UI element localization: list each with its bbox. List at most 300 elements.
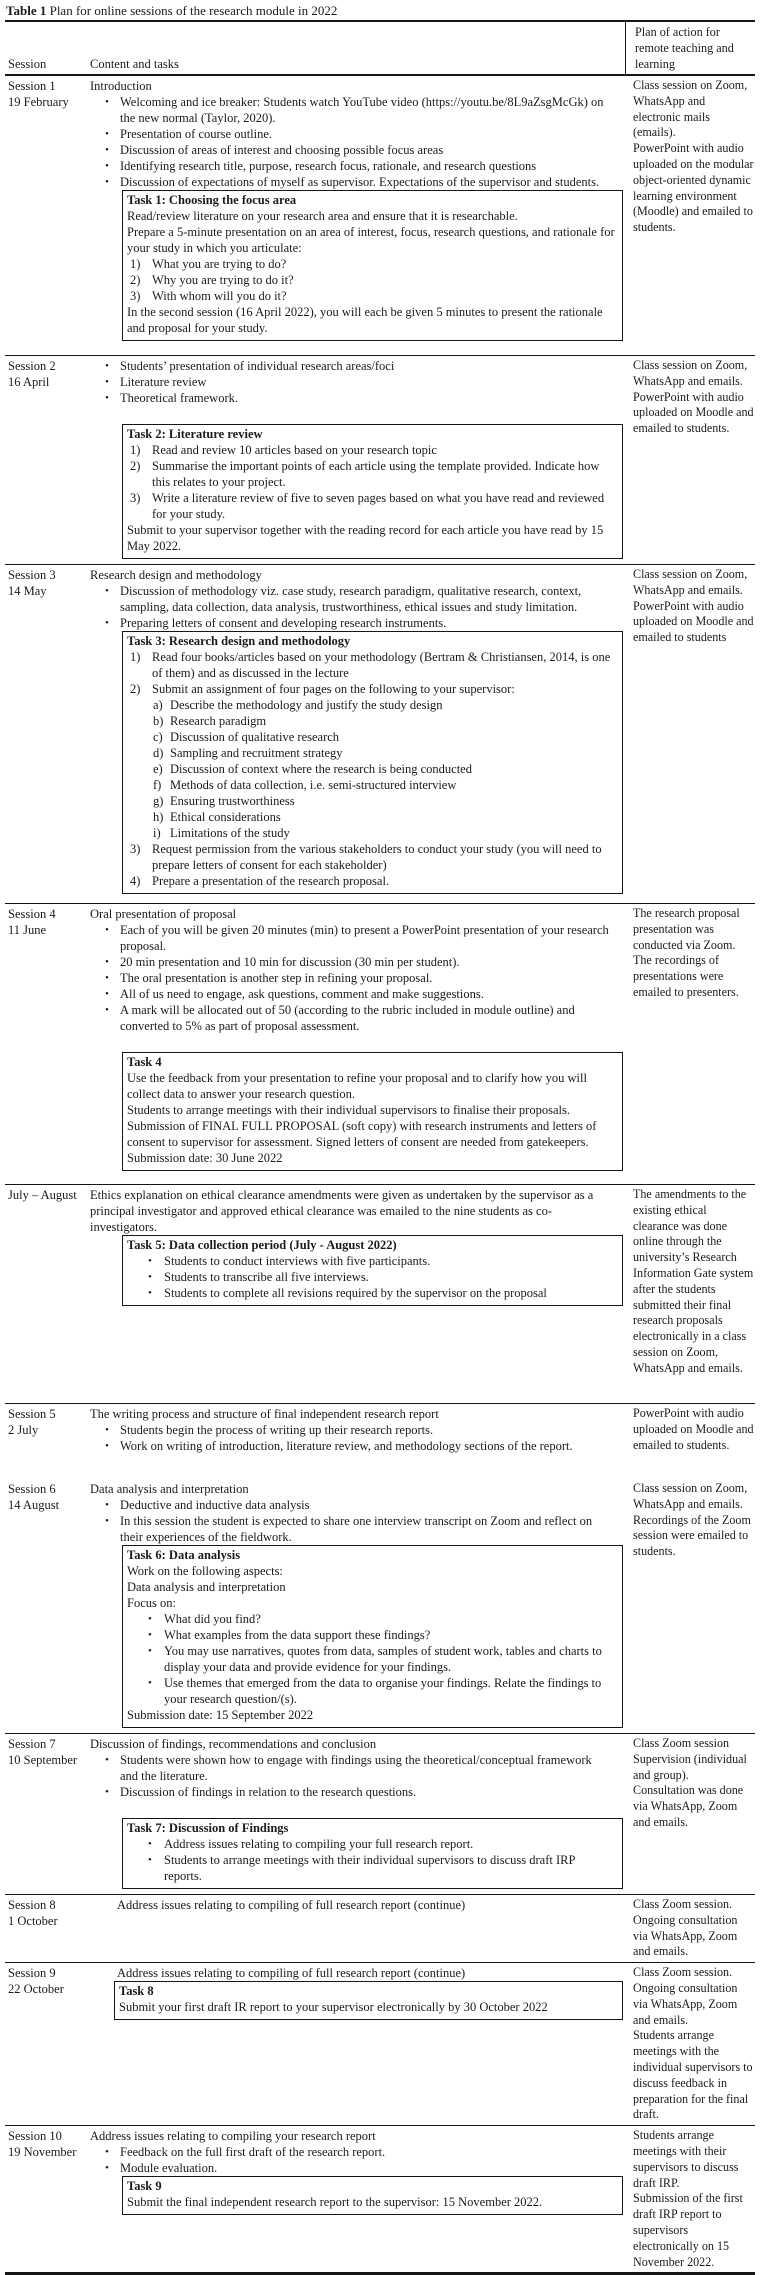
bullet-text: Students to complete all revisions required by the supervisor on the proposal	[164, 1286, 547, 1300]
session-cell	[5, 565, 85, 903]
task-box	[122, 424, 623, 559]
plan-para: Ongoing consultation via WhatsApp, Zoom and emails.	[633, 1980, 738, 2027]
bullet-icon: •	[105, 392, 109, 404]
bullet-text: Students were shown how to engage with findings using the theoretical/conceptual framework and the literature.	[120, 1753, 592, 1783]
numbered-item	[127, 272, 617, 288]
bullet-item	[90, 970, 625, 986]
bullet-list	[90, 922, 625, 1034]
plan-para: Recordings of the Zoom session were emailed to students.	[633, 1512, 751, 1559]
number-label: 1)	[130, 257, 141, 271]
number-label: 3)	[130, 289, 141, 303]
numbered-list	[127, 442, 617, 522]
task-title: Task 2: Literature review	[127, 427, 263, 441]
letter-label: d)	[153, 746, 164, 760]
task-title: Task 4	[127, 1055, 162, 1069]
column-header-plan	[625, 22, 755, 74]
number-label: 3)	[130, 842, 141, 856]
plan-para: PowerPoint with audio uploaded on the modular object-oriented dynamic learning environment (Moodle) and emailed to students.	[633, 141, 754, 235]
plan-cell	[625, 1404, 755, 1479]
letter-label: a)	[153, 698, 163, 712]
content-cell	[85, 1404, 625, 1479]
letter-item	[153, 697, 617, 713]
bullet-item	[90, 174, 625, 190]
bullet-item	[90, 158, 625, 174]
content-cell	[85, 904, 625, 1184]
session-label: July – August	[8, 1188, 77, 1202]
session-label: Session 4	[8, 907, 56, 921]
plan-cell	[625, 76, 755, 355]
session-cell	[5, 76, 85, 355]
letter-text: Ethical considerations	[170, 810, 281, 824]
bullet-icon: •	[105, 128, 109, 140]
bullet-item	[127, 1285, 617, 1301]
bullet-text: Theoretical framework.	[120, 391, 238, 405]
plan-cell	[625, 1963, 755, 2125]
bullet-text: Each of you will be given 20 minutes (min) to present a PowerPoint presentation of your research proposal.	[120, 923, 609, 953]
letter-item	[153, 729, 617, 745]
table-caption-number: Table 1	[6, 3, 47, 18]
numbered-item	[127, 873, 617, 889]
numbered-text: With whom will you do it?	[152, 289, 287, 303]
session-label: Session 10	[8, 2129, 62, 2144]
bullet-text: Module evaluation.	[120, 2161, 218, 2176]
bullet-icon: •	[105, 1515, 109, 1527]
session-date: 2 July	[8, 1423, 39, 1437]
task-title: Task 3: Research design and methodology	[127, 634, 351, 648]
bullet-text: Students to transcribe all five interviews.	[164, 1270, 369, 1284]
content-para: Submit the final independent research report to the supervisor: 15 November 2022.	[127, 2195, 543, 2210]
content-cell	[85, 1734, 625, 1894]
column-header-session-label: Session	[8, 57, 47, 71]
task-box	[122, 190, 623, 341]
bullet-item	[90, 1513, 625, 1545]
plan-para: Class session on Zoom, WhatsApp and emails.	[633, 567, 748, 597]
bullet-icon: •	[105, 1004, 109, 1016]
table-caption-text: Plan for online sessions of the research module in 2022	[46, 3, 338, 18]
session-label: Session 2	[8, 359, 56, 373]
content-para: Submission of FINAL FULL PROPOSAL (soft copy) with research instruments and letters of consent to supervisor for assessment. Signed letters of consent are needed from gatekeepers. Submission date: 30 June 2022	[127, 1119, 597, 1165]
task-title: Task 1: Choosing the focus area	[127, 193, 297, 207]
table-row	[5, 2125, 755, 2272]
bullet-icon: •	[105, 617, 109, 629]
content-cell	[85, 76, 625, 355]
letter-item	[153, 793, 617, 809]
plan-cell	[625, 1185, 755, 1403]
bullet-icon: •	[148, 1854, 152, 1866]
column-header-plan-label: Plan of action for remote teaching and learning	[635, 25, 734, 71]
task-box	[114, 1981, 623, 2020]
content-para: Read/review literature on your research area and ensure that it is researchable.	[127, 209, 518, 223]
letter-text: Sampling and recruitment strategy	[170, 746, 343, 760]
bullet-item	[90, 1438, 625, 1454]
bullet-item	[90, 922, 625, 954]
bullet-list	[127, 1253, 617, 1301]
number-label: 2)	[130, 682, 141, 696]
numbered-list	[127, 649, 617, 889]
plan-para: The research proposal presentation was conducted via Zoom. The recordings of presentations were emailed to presenters.	[633, 906, 740, 999]
bullet-list	[90, 358, 625, 406]
session-cell	[5, 1895, 85, 1962]
bullet-item	[90, 986, 625, 1002]
bullet-item	[90, 615, 625, 631]
content-para: Focus on:	[127, 1596, 176, 1610]
session-date: 16 April	[8, 375, 50, 389]
content-para: Address issues relating to compiling of full research report (continue)	[117, 1898, 466, 1912]
letter-text: Describe the methodology and justify the study design	[170, 698, 443, 712]
bullet-icon: •	[105, 160, 109, 172]
content-cell	[85, 1185, 625, 1403]
bullet-item	[90, 1497, 625, 1513]
task-title: Task 7: Discussion of Findings	[127, 1821, 289, 1835]
bullet-text: You may use narratives, quotes from data, samples of student work, tables and charts to display your data and provide evidence for your findings.	[164, 1644, 602, 1674]
bullet-icon: •	[148, 1613, 152, 1625]
numbered-item	[127, 841, 617, 873]
table-caption	[5, 2, 755, 20]
session-label: Session 1	[8, 79, 56, 93]
bullet-text: Preparing letters of consent and developing research instruments.	[120, 616, 447, 630]
bullet-item	[127, 1643, 617, 1675]
session-date: 14 May	[8, 584, 47, 598]
plan-cell	[625, 2126, 755, 2272]
content-para: Submission date: 15 September 2022	[127, 1708, 314, 1722]
bullet-item	[127, 1627, 617, 1643]
numbered-item	[127, 458, 617, 490]
letter-label: h)	[153, 810, 164, 824]
table-row	[5, 1184, 755, 1403]
session-cell	[5, 2126, 85, 2272]
content-cell	[85, 356, 625, 564]
bullet-icon: •	[105, 585, 109, 597]
column-header-session	[5, 22, 85, 74]
content-para: In the second session (16 April 2022), you will each be given 5 minutes to present the rationale and proposal for your study.	[127, 305, 603, 335]
number-label: 1)	[130, 650, 141, 664]
bullet-item	[90, 954, 625, 970]
letter-item	[153, 713, 617, 729]
bullet-item	[127, 1611, 617, 1627]
numbered-item	[127, 490, 617, 522]
bullet-text: Students begin the process of writing up their research reports.	[120, 1423, 434, 1437]
content-cell	[85, 1479, 625, 1733]
numbered-item	[127, 442, 617, 458]
bullet-item	[90, 126, 625, 142]
bullet-item	[127, 1836, 617, 1852]
task-box	[122, 1052, 623, 1171]
plan-para: Class Zoom session	[633, 1736, 730, 1750]
letter-item	[153, 745, 617, 761]
numbered-list	[127, 256, 617, 304]
number-label: 4)	[130, 874, 141, 888]
bullet-icon: •	[105, 96, 109, 108]
table-body	[5, 76, 755, 2272]
bullet-icon: •	[105, 1754, 109, 1766]
plan-para: Class Zoom session.	[633, 1965, 733, 1980]
bullet-item	[90, 142, 625, 158]
plan-cell	[625, 1895, 755, 1962]
content-para: Work on the following aspects:	[127, 1564, 283, 1578]
bullet-item	[90, 94, 625, 126]
content-para: Data analysis and interpretation	[90, 1482, 249, 1496]
content-para: The writing process and structure of final independent research report	[90, 1407, 439, 1421]
numbered-item	[127, 288, 617, 304]
bullet-icon: •	[148, 1629, 152, 1641]
bullet-text: Identifying research title, purpose, research focus, rationale, and research questions	[120, 159, 537, 173]
plan-cell	[625, 356, 755, 564]
content-cell	[85, 1895, 625, 1962]
bullet-text: What examples from the data support these findings?	[164, 1628, 431, 1642]
bullet-text: 20 min presentation and 10 min for discussion (30 min per student).	[120, 955, 460, 969]
column-header-content-label: Content and tasks	[90, 57, 179, 71]
task-box	[122, 1818, 623, 1889]
content-para: Introduction	[90, 79, 152, 93]
bullet-item	[90, 1784, 625, 1800]
bullet-text: Discussion of expectations of myself as supervisor. Expectations of the supervisor and students.	[120, 175, 600, 189]
table-row	[5, 1733, 755, 1894]
sessions-table	[5, 20, 755, 2275]
bullet-item	[127, 1269, 617, 1285]
bullet-list	[90, 94, 625, 190]
plan-para: Class session on Zoom, WhatsApp and emails.	[633, 358, 748, 388]
bullet-icon: •	[105, 144, 109, 156]
bullet-icon: •	[105, 176, 109, 188]
session-label: Session 9	[8, 1966, 56, 1981]
bullet-text: The oral presentation is another step in refining your proposal.	[120, 971, 433, 985]
plan-para: Class session on Zoom, WhatsApp and emails.	[633, 1481, 748, 1511]
content-para: Submit your first draft IR report to your supervisor electronically by 30 October 2022	[119, 2000, 548, 2015]
number-label: 1)	[130, 443, 141, 457]
session-label: Session 3	[8, 568, 56, 582]
bullet-text: Students to conduct interviews with five participants.	[164, 1254, 431, 1268]
content-para: Data analysis and interpretation	[127, 1580, 286, 1594]
content-para: Prepare a 5-minute presentation on an area of interest, focus, research questions, and rationale for your study in which you articulate:	[127, 225, 615, 255]
plan-para: Students arrange meetings with their supervisors to discuss draft IRP.	[633, 2128, 739, 2190]
bullet-icon: •	[105, 360, 109, 372]
bullet-text: In this session the student is expected to share one interview transcript on Zoom and reflect on their experiences of the fieldwork.	[120, 1514, 593, 1544]
session-date: 22 October	[8, 1982, 64, 1997]
bullet-icon: •	[105, 924, 109, 936]
bullet-text: All of us need to engage, ask questions, comment and make suggestions.	[120, 987, 484, 1001]
plan-cell	[625, 904, 755, 1184]
bullet-list	[90, 2144, 625, 2176]
table-row	[5, 1479, 755, 1733]
bullet-text: Deductive and inductive data analysis	[120, 1498, 310, 1512]
bullet-list	[127, 1836, 617, 1884]
content-cell	[85, 565, 625, 903]
task-title: Task 8	[119, 1984, 154, 1999]
numbered-text: Read and review 10 articles based on your research topic	[152, 443, 437, 457]
bullet-icon: •	[105, 1499, 109, 1511]
bullet-item	[90, 2160, 625, 2176]
bullet-text: Students to arrange meetings with their individual supervisors to discuss draft IRP reports.	[164, 1853, 575, 1883]
session-cell	[5, 1404, 85, 1479]
session-cell	[5, 1185, 85, 1403]
numbered-text: Prepare a presentation of the research proposal.	[152, 874, 390, 888]
content-para: Address issues relating to compiling of full research report (continue)	[117, 1966, 466, 1981]
task-box	[122, 1545, 623, 1728]
bullet-icon: •	[105, 376, 109, 388]
session-cell	[5, 356, 85, 564]
task-box	[122, 2176, 623, 2215]
numbered-item	[127, 681, 617, 697]
table-row	[5, 903, 755, 1184]
bullet-text: Students’ presentation of individual research areas/foci	[120, 359, 395, 373]
content-para: Address issues relating to compiling your research report	[90, 2129, 376, 2144]
column-header-content	[85, 22, 625, 74]
bullet-icon: •	[148, 1645, 152, 1657]
session-label: Session 5	[8, 1407, 56, 1421]
letter-label: e)	[153, 762, 163, 776]
bullet-list	[90, 1422, 625, 1454]
bullet-item	[90, 2144, 625, 2160]
plan-para: Class Zoom session.	[633, 1897, 733, 1911]
bullet-icon: •	[105, 956, 109, 968]
numbered-text: Summarise the important points of each article using the template provided. Indicate how this relates to your project.	[152, 459, 600, 489]
number-label: 2)	[130, 459, 141, 473]
session-date: 11 June	[8, 923, 47, 937]
numbered-text: Read four books/articles based on your methodology (Bertram & Christiansen, 2014, is one of them) and as discussed in the lecture	[152, 650, 611, 680]
bullet-text: Presentation of course outline.	[120, 127, 273, 141]
bullet-text: Address issues relating to compiling your full research report.	[164, 1837, 474, 1851]
numbered-text: Request permission from the various stakeholders to conduct your study (you will need to prepare letters of consent for each stakeholder)	[152, 842, 602, 872]
bullet-text: Welcoming and ice breaker: Students watch YouTube video (https://youtu.be/8L9aZsgMcGk) on the new normal (Taylor, 2020).	[120, 95, 604, 125]
content-para: Ethics explanation on ethical clearance amendments were given as undertaken by the supervisor as a principal investigator and approved ethical clearance was emailed to the nine students as co-investigators.	[90, 1188, 594, 1234]
letter-text: Limitations of the study	[170, 826, 290, 840]
plan-para: Submission of the first draft IRP report to supervisors electronically on 15 November 2022.	[633, 2191, 743, 2269]
spacer	[90, 406, 625, 424]
bullet-text: What did you find?	[164, 1612, 261, 1626]
content-para: Use the feedback from your presentation to refine your proposal and to clarify how you will collect data to answer your research question.	[127, 1071, 587, 1101]
bullet-text: Use themes that emerged from the data to organise your findings. Relate the findings to your research question/(s).	[164, 1676, 602, 1706]
bullet-icon: •	[105, 988, 109, 1000]
bullet-icon: •	[105, 1424, 109, 1436]
bullet-text: A mark will be allocated out of 50 (according to the rubric included in module outline) and converted to 5% as part of proposal assessment.	[120, 1003, 575, 1033]
letter-list	[153, 697, 617, 841]
bullet-item	[90, 390, 625, 406]
letter-label: c)	[153, 730, 163, 744]
letter-item	[153, 809, 617, 825]
session-date: 19 February	[8, 95, 69, 109]
task-title: Task 6: Data analysis	[127, 1548, 241, 1562]
bullet-item	[127, 1253, 617, 1269]
bullet-list	[90, 1497, 625, 1545]
table-row	[5, 1894, 755, 1962]
content-para: Discussion of findings, recommendations and conclusion	[90, 1737, 377, 1751]
session-date: 14 August	[8, 1498, 60, 1512]
numbered-text: Why you are trying to do it?	[152, 273, 294, 287]
content-cell	[85, 1963, 625, 2125]
session-cell	[5, 904, 85, 1184]
letter-label: i)	[153, 826, 161, 840]
number-label: 2)	[130, 273, 141, 287]
bullet-icon: •	[148, 1271, 152, 1283]
numbered-text: Write a literature review of five to seven pages based on what you have read and reviewed for your study.	[152, 491, 605, 521]
plan-para: Supervision (individual and group).	[633, 1751, 747, 1782]
bullet-icon: •	[105, 972, 109, 984]
bullet-list	[90, 583, 625, 631]
letter-text: Discussion of qualitative research	[170, 730, 340, 744]
letter-item	[153, 825, 617, 841]
content-para: Students to arrange meetings with their individual supervisors to finalise their proposals.	[127, 1103, 570, 1117]
table-header-row	[5, 22, 755, 76]
bullet-text: Discussion of areas of interest and choosing possible focus areas	[120, 143, 444, 157]
letter-text: Research paradigm	[170, 714, 267, 728]
session-date: 10 September	[8, 1753, 78, 1767]
bullet-icon: •	[148, 1838, 152, 1850]
bullet-item	[90, 583, 625, 615]
table-row	[5, 1962, 755, 2125]
content-para: Oral presentation of proposal	[90, 907, 237, 921]
bullet-icon: •	[105, 2162, 109, 2175]
table-row	[5, 355, 755, 564]
bullet-icon: •	[105, 1786, 109, 1798]
plan-para: The amendments to the existing ethical clearance was done online through the university’s Research Information Gate system after the students submitted their final research proposals electronically in a class session on Zoom, WhatsApp and emails.	[633, 1187, 754, 1375]
bullet-item	[90, 358, 625, 374]
session-label: Session 6	[8, 1482, 56, 1496]
spacer	[90, 1034, 625, 1052]
plan-para: Students arrange meetings with the individual supervisors to discuss feedback in preparation for the final draft.	[633, 2028, 753, 2122]
letter-text: Methods of data collection, i.e. semi-structured interview	[170, 778, 457, 792]
bullet-text: Discussion of findings in relation to the research questions.	[120, 1785, 417, 1799]
bullet-item	[90, 374, 625, 390]
bullet-item	[90, 1752, 625, 1784]
content-para: Research design and methodology	[90, 568, 262, 582]
content-cell	[85, 2126, 625, 2272]
bullet-item	[127, 1852, 617, 1884]
session-label: Session 8	[8, 1898, 56, 1912]
session-cell	[5, 1479, 85, 1733]
bullet-item	[127, 1675, 617, 1707]
bullet-icon: •	[105, 1440, 109, 1452]
letter-label: b)	[153, 714, 164, 728]
task-title: Task 5: Data collection period (July - August 2022)	[127, 1238, 397, 1252]
session-cell	[5, 1963, 85, 2125]
letter-item	[153, 761, 617, 777]
task-box	[122, 1235, 623, 1306]
table-row	[5, 1403, 755, 1479]
plan-para: PowerPoint with audio uploaded on Moodle and emailed to students.	[633, 1406, 754, 1452]
bullet-icon: •	[148, 1287, 152, 1299]
plan-para: PowerPoint with audio uploaded on Moodle and emailed to students.	[633, 389, 754, 436]
plan-cell	[625, 1734, 755, 1894]
session-date: 1 October	[8, 1914, 58, 1928]
bullet-icon: •	[105, 2146, 109, 2159]
plan-cell	[625, 1479, 755, 1733]
letter-text: Ensuring trustworthiness	[170, 794, 295, 808]
letter-label: f)	[153, 778, 162, 792]
bullet-icon: •	[148, 1677, 152, 1689]
plan-cell	[625, 565, 755, 903]
bullet-item	[90, 1422, 625, 1438]
spacer	[90, 1800, 625, 1818]
letter-text: Discussion of context where the research is being conducted	[170, 762, 472, 776]
letter-label: g)	[153, 794, 164, 808]
numbered-item	[127, 649, 617, 681]
bullet-text: Work on writing of introduction, literature review, and methodology sections of the report.	[120, 1439, 573, 1453]
bullet-item	[90, 1002, 625, 1034]
bullet-text: Literature review	[120, 375, 207, 389]
letter-item	[153, 777, 617, 793]
bullet-text: Discussion of methodology viz. case study, research paradigm, qualitative research, context, sampling, data collection, data analysis, trustworthiness, ethical issues and study limitation.	[120, 584, 582, 614]
session-label: Session 7	[8, 1737, 56, 1751]
task-box	[122, 631, 623, 894]
plan-para: PowerPoint with audio uploaded on Moodle and emailed to students	[633, 598, 754, 645]
table-row	[5, 76, 755, 355]
number-label: 3)	[130, 491, 141, 505]
table-row	[5, 564, 755, 903]
bullet-list	[127, 1611, 617, 1707]
task-title: Task 9	[127, 2179, 162, 2194]
plan-para: Ongoing consultation via WhatsApp, Zoom and emails.	[633, 1912, 738, 1959]
numbered-text: What you are trying to do?	[152, 257, 287, 271]
